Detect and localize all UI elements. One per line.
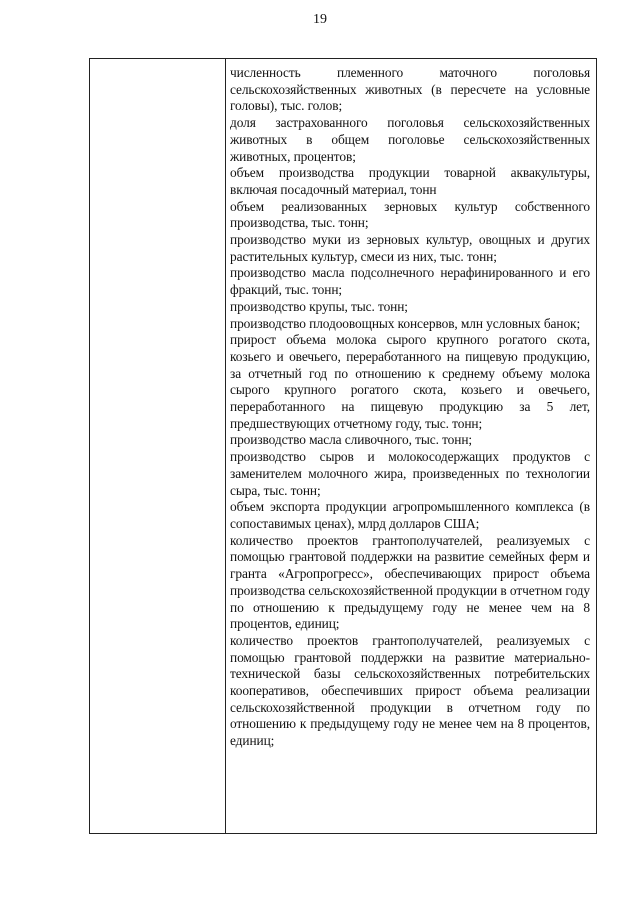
indicator-paragraph: производство масла сливочного, тыс. тонн; <box>230 432 473 448</box>
indicator-paragraph: производство муки из зерновых культур, овощных и других растительных культур, смеси из них, тыс. тонн; <box>230 232 590 264</box>
page-number: 19 <box>313 12 327 27</box>
indicator-paragraph: прирост объема молока сырого крупного рогатого скота, козьего и овечьего, переработанного на пищевую продукцию, за отчетный год по отношению к среднему объему молока сырого крупного рогатого скота, козьего и овечьего, переработанного на пищевую продукцию за 5 лет, предшествующих отчетному году, тыс. тонн; <box>230 332 590 431</box>
indicator-paragraph: производство сыров и молокосодержащих продуктов с заменителем молочного жира, произведенных по технологии сыра, тыс. тонн; <box>230 449 590 498</box>
indicator-paragraph: объем производства продукции товарной аквакультуры, включая посадочный материал, тонн <box>230 165 590 197</box>
indicator-paragraph: доля застрахованного поголовья сельскохозяйственных животных в общем поголовье сельскохозяйственных животных, процентов; <box>230 115 590 164</box>
table-left-cell <box>90 59 226 833</box>
indicator-paragraph: объем реализованных зерновых культур собственного производства, тыс. тонн; <box>230 198 590 231</box>
indicator-paragraph: производство крупы, тыс. тонн; <box>230 298 408 314</box>
indicator-paragraph: производство плодоовощных консервов, млн условных банок; <box>230 315 581 331</box>
indicator-paragraph: производство масла подсолнечного нерафинированного и его фракций, тыс. тонн; <box>230 265 590 298</box>
indicator-paragraph: количество проектов грантополучателей, реализуемых с помощью грантовой поддержки на развитие семейных ферм и гранта «Агропрогресс», обеспечивающих прирост объема производства сельскохозяйственной продукции в отчетном году по отношению к предыдущему году не менее чем на 8 процентов, единиц; <box>230 532 590 632</box>
table-right-cell <box>230 65 590 750</box>
indicator-paragraph: объем экспорта продукции агропромышленного комплекса (в сопоставимых ценах), млрд долларов США; <box>230 499 590 531</box>
indicators-table <box>89 58 597 834</box>
indicator-paragraph: количество проектов грантополучателей, реализуемых с помощью грантовой поддержки на развитие материально-технической базы сельскохозяйственных потребительских кооперативов, обеспечивших прирост объема реализации сельскохозяйственной продукции в отчетном году по отношению к предыдущему году не менее чем на 8 процентов, единиц; <box>230 632 590 749</box>
indicator-paragraph: численность племенного маточного поголовья сельскохозяйственных животных (в пересчете на условные головы), тыс. голов; <box>230 65 590 114</box>
